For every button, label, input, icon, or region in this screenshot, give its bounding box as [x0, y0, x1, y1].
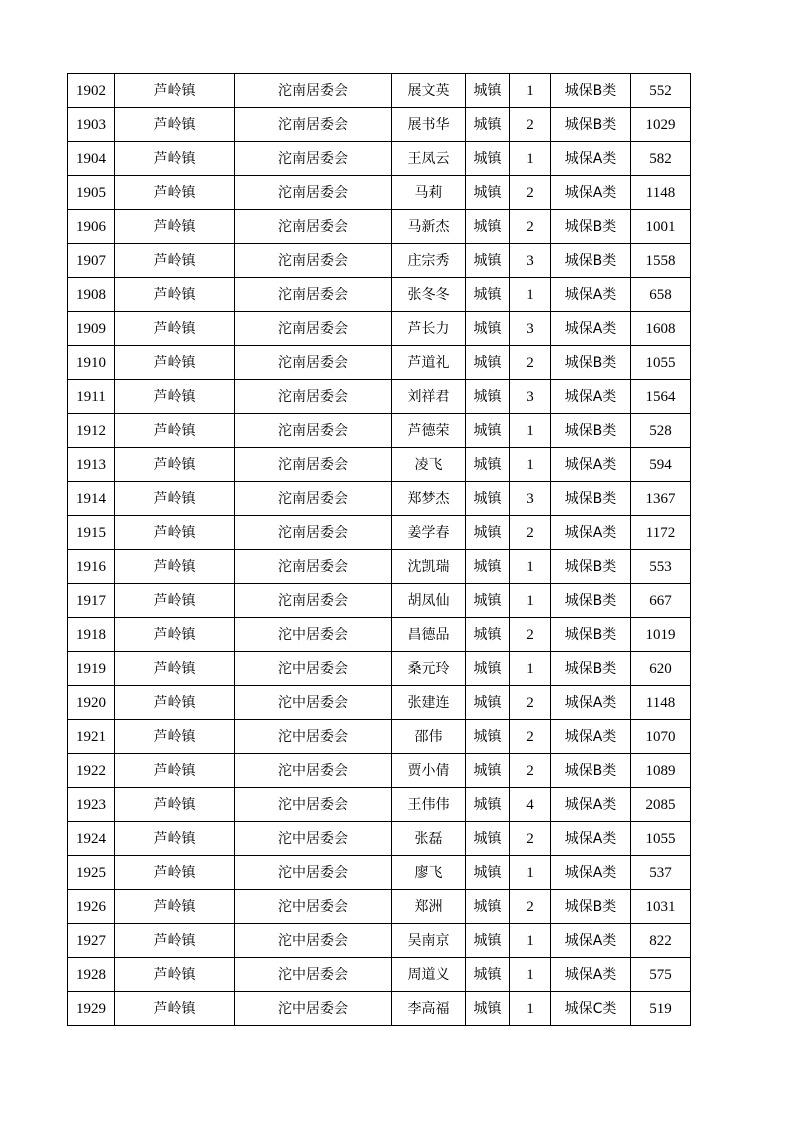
area-type-cell: 城镇 [466, 244, 510, 278]
table-row [68, 380, 691, 414]
table-row [68, 448, 691, 482]
area-type-cell: 城镇 [466, 346, 510, 380]
person-name-cell: 昌德品 [392, 618, 466, 652]
row-number-cell: 1911 [68, 380, 115, 414]
person-name-cell: 吴南京 [392, 924, 466, 958]
row-number-cell: 1918 [68, 618, 115, 652]
person-name-cell: 胡凤仙 [392, 584, 466, 618]
table-row [68, 754, 691, 788]
town-cell: 芦岭镇 [115, 414, 235, 448]
row-number-cell: 1915 [68, 516, 115, 550]
row-number-cell: 1909 [68, 312, 115, 346]
area-type-cell: 城镇 [466, 312, 510, 346]
person-name-cell: 姜学春 [392, 516, 466, 550]
person-name-cell: 凌飞 [392, 448, 466, 482]
household-count-cell: 3 [510, 380, 551, 414]
town-cell: 芦岭镇 [115, 210, 235, 244]
area-type-cell: 城镇 [466, 992, 510, 1026]
town-cell: 芦岭镇 [115, 448, 235, 482]
row-number-cell: 1926 [68, 890, 115, 924]
category-cell: 城保B类 [551, 550, 631, 584]
person-name-cell: 廖飞 [392, 856, 466, 890]
table-row [68, 890, 691, 924]
town-cell: 芦岭镇 [115, 482, 235, 516]
town-cell: 芦岭镇 [115, 924, 235, 958]
area-type-cell: 城镇 [466, 278, 510, 312]
person-name-cell: 芦道礼 [392, 346, 466, 380]
person-name-cell: 邵伟 [392, 720, 466, 754]
category-cell: 城保A类 [551, 312, 631, 346]
person-name-cell: 周道义 [392, 958, 466, 992]
table-row [68, 176, 691, 210]
person-name-cell: 桑元玲 [392, 652, 466, 686]
household-count-cell: 1 [510, 856, 551, 890]
household-count-cell: 2 [510, 176, 551, 210]
area-type-cell: 城镇 [466, 754, 510, 788]
committee-cell: 沱中居委会 [235, 924, 392, 958]
table-row [68, 958, 691, 992]
table-row [68, 482, 691, 516]
row-number-cell: 1928 [68, 958, 115, 992]
person-name-cell: 庄宗秀 [392, 244, 466, 278]
committee-cell: 沱中居委会 [235, 822, 392, 856]
row-number-cell: 1913 [68, 448, 115, 482]
town-cell: 芦岭镇 [115, 720, 235, 754]
amount-cell: 1564 [631, 380, 691, 414]
committee-cell: 沱中居委会 [235, 720, 392, 754]
person-name-cell: 郑洲 [392, 890, 466, 924]
person-name-cell: 马新杰 [392, 210, 466, 244]
amount-cell: 667 [631, 584, 691, 618]
category-cell: 城保A类 [551, 380, 631, 414]
area-type-cell: 城镇 [466, 108, 510, 142]
category-cell: 城保A类 [551, 176, 631, 210]
area-type-cell: 城镇 [466, 210, 510, 244]
committee-cell: 沱南居委会 [235, 346, 392, 380]
amount-cell: 1001 [631, 210, 691, 244]
person-name-cell: 王凤云 [392, 142, 466, 176]
household-count-cell: 2 [510, 720, 551, 754]
row-number-cell: 1904 [68, 142, 115, 176]
amount-cell: 1172 [631, 516, 691, 550]
amount-cell: 594 [631, 448, 691, 482]
committee-cell: 沱南居委会 [235, 482, 392, 516]
category-cell: 城保A类 [551, 516, 631, 550]
amount-cell: 1070 [631, 720, 691, 754]
town-cell: 芦岭镇 [115, 788, 235, 822]
town-cell: 芦岭镇 [115, 652, 235, 686]
area-type-cell: 城镇 [466, 414, 510, 448]
table-row [68, 346, 691, 380]
amount-cell: 575 [631, 958, 691, 992]
table-row [68, 652, 691, 686]
area-type-cell: 城镇 [466, 720, 510, 754]
household-count-cell: 1 [510, 74, 551, 108]
person-name-cell: 展书华 [392, 108, 466, 142]
household-count-cell: 1 [510, 924, 551, 958]
table-row [68, 244, 691, 278]
town-cell: 芦岭镇 [115, 856, 235, 890]
amount-cell: 1608 [631, 312, 691, 346]
amount-cell: 537 [631, 856, 691, 890]
area-type-cell: 城镇 [466, 448, 510, 482]
household-count-cell: 2 [510, 822, 551, 856]
category-cell: 城保A类 [551, 958, 631, 992]
household-count-cell: 2 [510, 516, 551, 550]
town-cell: 芦岭镇 [115, 380, 235, 414]
person-name-cell: 贾小倩 [392, 754, 466, 788]
committee-cell: 沱南居委会 [235, 414, 392, 448]
table-row [68, 822, 691, 856]
row-number-cell: 1921 [68, 720, 115, 754]
person-name-cell: 展文英 [392, 74, 466, 108]
amount-cell: 553 [631, 550, 691, 584]
person-name-cell: 郑梦杰 [392, 482, 466, 516]
row-number-cell: 1912 [68, 414, 115, 448]
table-row [68, 788, 691, 822]
row-number-cell: 1906 [68, 210, 115, 244]
row-number-cell: 1914 [68, 482, 115, 516]
town-cell: 芦岭镇 [115, 584, 235, 618]
town-cell: 芦岭镇 [115, 142, 235, 176]
committee-cell: 沱南居委会 [235, 312, 392, 346]
town-cell: 芦岭镇 [115, 516, 235, 550]
committee-cell: 沱中居委会 [235, 890, 392, 924]
committee-cell: 沱中居委会 [235, 652, 392, 686]
table-row [68, 686, 691, 720]
town-cell: 芦岭镇 [115, 108, 235, 142]
area-type-cell: 城镇 [466, 380, 510, 414]
committee-cell: 沱中居委会 [235, 686, 392, 720]
area-type-cell: 城镇 [466, 142, 510, 176]
amount-cell: 1558 [631, 244, 691, 278]
town-cell: 芦岭镇 [115, 992, 235, 1026]
amount-cell: 519 [631, 992, 691, 1026]
amount-cell: 620 [631, 652, 691, 686]
amount-cell: 822 [631, 924, 691, 958]
household-count-cell: 2 [510, 618, 551, 652]
row-number-cell: 1924 [68, 822, 115, 856]
category-cell: 城保B类 [551, 108, 631, 142]
category-cell: 城保A类 [551, 142, 631, 176]
area-type-cell: 城镇 [466, 618, 510, 652]
town-cell: 芦岭镇 [115, 550, 235, 584]
category-cell: 城保B类 [551, 346, 631, 380]
area-type-cell: 城镇 [466, 890, 510, 924]
person-name-cell: 沈凯瑞 [392, 550, 466, 584]
committee-cell: 沱中居委会 [235, 992, 392, 1026]
category-cell: 城保A类 [551, 448, 631, 482]
area-type-cell: 城镇 [466, 176, 510, 210]
area-type-cell: 城镇 [466, 74, 510, 108]
data-table [67, 73, 691, 1026]
amount-cell: 1055 [631, 822, 691, 856]
household-count-cell: 2 [510, 890, 551, 924]
row-number-cell: 1905 [68, 176, 115, 210]
household-count-cell: 1 [510, 652, 551, 686]
committee-cell: 沱中居委会 [235, 856, 392, 890]
table-row [68, 992, 691, 1026]
committee-cell: 沱南居委会 [235, 448, 392, 482]
committee-cell: 沱南居委会 [235, 142, 392, 176]
area-type-cell: 城镇 [466, 788, 510, 822]
category-cell: 城保B类 [551, 652, 631, 686]
household-count-cell: 1 [510, 550, 551, 584]
committee-cell: 沱南居委会 [235, 176, 392, 210]
category-cell: 城保B类 [551, 414, 631, 448]
person-name-cell: 芦长力 [392, 312, 466, 346]
table-row [68, 856, 691, 890]
category-cell: 城保B类 [551, 890, 631, 924]
area-type-cell: 城镇 [466, 516, 510, 550]
household-count-cell: 4 [510, 788, 551, 822]
person-name-cell: 马莉 [392, 176, 466, 210]
committee-cell: 沱南居委会 [235, 516, 392, 550]
row-number-cell: 1902 [68, 74, 115, 108]
person-name-cell: 刘祥君 [392, 380, 466, 414]
household-count-cell: 3 [510, 482, 551, 516]
category-cell: 城保A类 [551, 720, 631, 754]
town-cell: 芦岭镇 [115, 958, 235, 992]
table-row [68, 924, 691, 958]
table-row [68, 74, 691, 108]
amount-cell: 2085 [631, 788, 691, 822]
committee-cell: 沱中居委会 [235, 958, 392, 992]
table-row [68, 142, 691, 176]
category-cell: 城保B类 [551, 210, 631, 244]
town-cell: 芦岭镇 [115, 822, 235, 856]
amount-cell: 582 [631, 142, 691, 176]
town-cell: 芦岭镇 [115, 346, 235, 380]
area-type-cell: 城镇 [466, 652, 510, 686]
table-row [68, 210, 691, 244]
row-number-cell: 1923 [68, 788, 115, 822]
household-count-cell: 1 [510, 278, 551, 312]
row-number-cell: 1910 [68, 346, 115, 380]
category-cell: 城保A类 [551, 788, 631, 822]
area-type-cell: 城镇 [466, 584, 510, 618]
household-count-cell: 3 [510, 312, 551, 346]
committee-cell: 沱南居委会 [235, 210, 392, 244]
committee-cell: 沱中居委会 [235, 788, 392, 822]
household-count-cell: 2 [510, 686, 551, 720]
category-cell: 城保A类 [551, 924, 631, 958]
category-cell: 城保A类 [551, 856, 631, 890]
household-count-cell: 1 [510, 448, 551, 482]
committee-cell: 沱南居委会 [235, 584, 392, 618]
area-type-cell: 城镇 [466, 924, 510, 958]
town-cell: 芦岭镇 [115, 244, 235, 278]
household-count-cell: 1 [510, 992, 551, 1026]
household-count-cell: 2 [510, 346, 551, 380]
person-name-cell: 李高福 [392, 992, 466, 1026]
person-name-cell: 张建连 [392, 686, 466, 720]
row-number-cell: 1925 [68, 856, 115, 890]
category-cell: 城保B类 [551, 584, 631, 618]
household-count-cell: 1 [510, 584, 551, 618]
table-row [68, 414, 691, 448]
category-cell: 城保A类 [551, 686, 631, 720]
row-number-cell: 1920 [68, 686, 115, 720]
household-count-cell: 3 [510, 244, 551, 278]
row-number-cell: 1919 [68, 652, 115, 686]
category-cell: 城保B类 [551, 244, 631, 278]
category-cell: 城保B类 [551, 754, 631, 788]
amount-cell: 658 [631, 278, 691, 312]
amount-cell: 528 [631, 414, 691, 448]
household-count-cell: 2 [510, 754, 551, 788]
row-number-cell: 1927 [68, 924, 115, 958]
row-number-cell: 1922 [68, 754, 115, 788]
household-count-cell: 2 [510, 210, 551, 244]
table-row [68, 312, 691, 346]
amount-cell: 1031 [631, 890, 691, 924]
category-cell: 城保B类 [551, 74, 631, 108]
row-number-cell: 1917 [68, 584, 115, 618]
town-cell: 芦岭镇 [115, 686, 235, 720]
household-count-cell: 1 [510, 142, 551, 176]
amount-cell: 552 [631, 74, 691, 108]
committee-cell: 沱南居委会 [235, 550, 392, 584]
table-row [68, 550, 691, 584]
town-cell: 芦岭镇 [115, 278, 235, 312]
town-cell: 芦岭镇 [115, 312, 235, 346]
area-type-cell: 城镇 [466, 482, 510, 516]
row-number-cell: 1903 [68, 108, 115, 142]
row-number-cell: 1907 [68, 244, 115, 278]
committee-cell: 沱南居委会 [235, 74, 392, 108]
town-cell: 芦岭镇 [115, 176, 235, 210]
table-row [68, 108, 691, 142]
committee-cell: 沱中居委会 [235, 754, 392, 788]
row-number-cell: 1908 [68, 278, 115, 312]
household-count-cell: 1 [510, 414, 551, 448]
row-number-cell: 1916 [68, 550, 115, 584]
amount-cell: 1019 [631, 618, 691, 652]
household-count-cell: 2 [510, 108, 551, 142]
table-row [68, 516, 691, 550]
area-type-cell: 城镇 [466, 550, 510, 584]
committee-cell: 沱南居委会 [235, 278, 392, 312]
person-name-cell: 王伟伟 [392, 788, 466, 822]
town-cell: 芦岭镇 [115, 754, 235, 788]
row-number-cell: 1929 [68, 992, 115, 1026]
table-row [68, 618, 691, 652]
committee-cell: 沱南居委会 [235, 380, 392, 414]
amount-cell: 1367 [631, 482, 691, 516]
town-cell: 芦岭镇 [115, 74, 235, 108]
person-name-cell: 芦德荣 [392, 414, 466, 448]
person-name-cell: 张冬冬 [392, 278, 466, 312]
amount-cell: 1055 [631, 346, 691, 380]
area-type-cell: 城镇 [466, 822, 510, 856]
person-name-cell: 张磊 [392, 822, 466, 856]
category-cell: 城保B类 [551, 482, 631, 516]
table-row [68, 584, 691, 618]
table-row [68, 278, 691, 312]
category-cell: 城保A类 [551, 822, 631, 856]
committee-cell: 沱中居委会 [235, 618, 392, 652]
table-row [68, 720, 691, 754]
table-body [68, 74, 691, 1026]
committee-cell: 沱南居委会 [235, 244, 392, 278]
category-cell: 城保B类 [551, 618, 631, 652]
area-type-cell: 城镇 [466, 686, 510, 720]
amount-cell: 1029 [631, 108, 691, 142]
committee-cell: 沱南居委会 [235, 108, 392, 142]
town-cell: 芦岭镇 [115, 618, 235, 652]
category-cell: 城保A类 [551, 278, 631, 312]
amount-cell: 1148 [631, 686, 691, 720]
household-count-cell: 1 [510, 958, 551, 992]
amount-cell: 1148 [631, 176, 691, 210]
amount-cell: 1089 [631, 754, 691, 788]
area-type-cell: 城镇 [466, 958, 510, 992]
area-type-cell: 城镇 [466, 856, 510, 890]
category-cell: 城保C类 [551, 992, 631, 1026]
town-cell: 芦岭镇 [115, 890, 235, 924]
